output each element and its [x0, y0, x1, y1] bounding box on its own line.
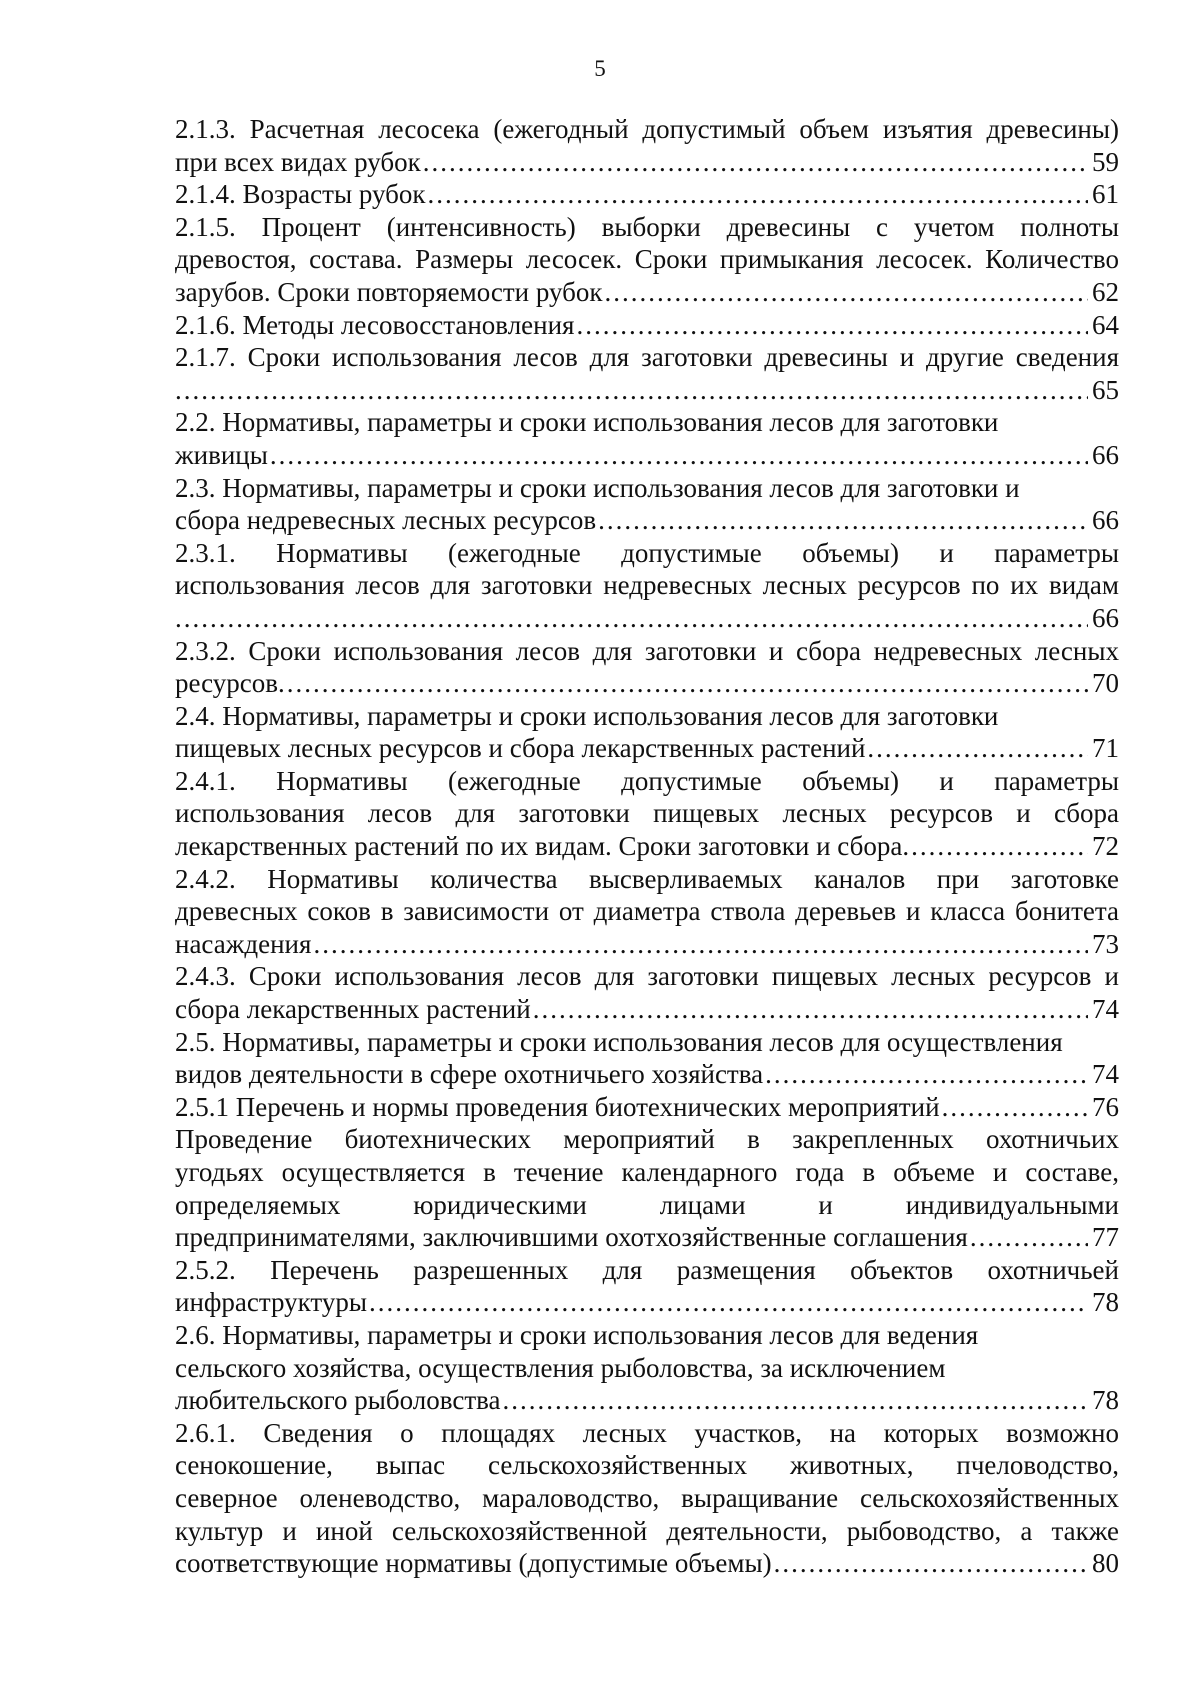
toc-entry-line: 2.1.3. Расчетная лесосека (ежегодный допустимый объем изъятия древесины): [175, 114, 1119, 144]
toc-entry-title-end: видов деятельности в сфере охотничьего хозяйства: [175, 1059, 764, 1090]
toc-leader-line: [175, 309, 1119, 342]
toc-entry[interactable]: [175, 863, 1119, 961]
dot-leader: [175, 602, 1088, 635]
toc-entry-title-end: при всех видах рубок: [175, 146, 421, 177]
toc-leader-line: [175, 1091, 1119, 1124]
toc-leader-line: [175, 374, 1119, 407]
toc-page-number: 65: [1092, 374, 1119, 405]
toc-entry[interactable]: [175, 178, 1119, 211]
toc-leader-line: [175, 993, 1119, 1026]
toc-leader-line: [175, 504, 1119, 537]
dot-leader: [287, 667, 1088, 700]
toc-entry-title-end: живицы: [175, 439, 268, 470]
toc-entry-line: 2.4.1. Нормативы (ежегодные допустимые объемы) и параметры: [175, 765, 1119, 796]
toc-entry-title-end: инфраструктуры: [175, 1287, 367, 1318]
toc-entry-title-end: насаждения: [175, 928, 312, 959]
toc-entry-title-end: 2.1.6. Методы лесовосстановления: [175, 309, 575, 340]
dot-leader: [175, 374, 1088, 407]
toc-entry-line: 2.6. Нормативы, параметры и сроки использования лесов для ведения: [175, 1319, 979, 1350]
toc-leader-line: [175, 276, 1119, 309]
toc-page-number: 73: [1092, 928, 1119, 959]
toc-entry-title-end: любительского рыболовства: [175, 1385, 501, 1416]
toc-entry-title-end: зарубов. Сроки повторяемости рубок: [175, 276, 603, 307]
toc-entry-title-end: лекарственных растений по их видам. Сроки заготовки и сбора.: [175, 831, 910, 862]
toc-entry[interactable]: [175, 1091, 1119, 1124]
toc-leader-line: [175, 830, 1119, 863]
toc-page-number: 66: [1092, 505, 1119, 536]
toc-entry-title-end: предпринимателями, заключившими охотхозяйственные соглашения: [175, 1222, 968, 1253]
dot-leader: [369, 1286, 1088, 1319]
table-of-contents: [175, 113, 1119, 1580]
dot-leader: [605, 276, 1088, 309]
toc-entry-title-end: 2.1.4. Возрасты рубок: [175, 179, 426, 210]
toc-entry[interactable]: [175, 472, 1119, 537]
toc-entry-line: 2.5. Нормативы, параметры и сроки использования лесов для осуществления: [175, 1026, 1063, 1057]
toc-leader-line: [175, 1384, 1119, 1417]
toc-entry-line: 2.1.7. Сроки использования лесов для заготовки древесины и другие сведения: [175, 342, 1119, 373]
toc-entry[interactable]: [175, 765, 1119, 863]
toc-entry-line: сенокошение, выпас сельскохозяйственных животных, пчеловодство,: [175, 1450, 1119, 1481]
dot-leader: [867, 732, 1088, 765]
toc-page-number: 66: [1092, 602, 1119, 633]
toc-leader-line: [175, 1221, 1119, 1254]
toc-entry-title-end: пищевых лесных ресурсов и сбора лекарственных растений: [175, 733, 866, 764]
toc-page-number: 74: [1092, 994, 1119, 1025]
toc-leader-line: [175, 1547, 1119, 1580]
toc-entry-line: 2.4. Нормативы, параметры и сроки использования лесов для заготовки: [175, 700, 999, 731]
toc-page-number: 78: [1092, 1287, 1119, 1318]
toc-entry[interactable]: [175, 309, 1119, 342]
toc-leader-line: [175, 732, 1119, 765]
toc-leader-line: [175, 1286, 1119, 1319]
toc-entry-line: 2.4.3. Сроки использования лесов для заготовки пищевых лесных ресурсов и: [175, 961, 1119, 992]
toc-entry[interactable]: [175, 700, 1119, 765]
dot-leader: [423, 146, 1088, 179]
toc-entry-title-end: сбора недревесных лесных ресурсов: [175, 505, 597, 536]
dot-leader: [942, 1091, 1088, 1124]
toc-page-number: 74: [1092, 1059, 1119, 1090]
toc-entry[interactable]: [175, 1417, 1119, 1580]
toc-page-number: 78: [1092, 1385, 1119, 1416]
toc-entry[interactable]: [175, 635, 1119, 700]
toc-entry-line: древостоя, состава. Размеры лесосек. Сроки примыкания лесосек. Количество: [175, 244, 1119, 275]
toc-leader-line: [175, 928, 1119, 961]
toc-entry-title-end: 2.5.1 Перечень и нормы проведения биотехнических мероприятий: [175, 1091, 940, 1122]
toc-entry[interactable]: [175, 113, 1119, 178]
toc-entry-line: 2.2. Нормативы, параметры и сроки использования лесов для заготовки: [175, 407, 999, 438]
toc-entry-line: 2.6.1. Сведения о площадях лесных участков, на которых возможно: [175, 1417, 1119, 1448]
toc-page-number: 77: [1092, 1222, 1119, 1253]
toc-entry[interactable]: [175, 406, 1119, 471]
toc-entry-line: 2.5.2. Перечень разрешенных для размещения объектов охотничьей: [175, 1254, 1119, 1285]
toc-entry-line: Проведение биотехнических мероприятий в закрепленных охотничьих: [175, 1124, 1119, 1155]
toc-leader-line: [175, 146, 1119, 179]
toc-entry-title-end: сбора лекарственных растений: [175, 994, 531, 1025]
toc-entry-line: древесных соков в зависимости от диаметра ствола деревьев и класса бонитета: [175, 896, 1119, 927]
toc-page-number: 66: [1092, 439, 1119, 470]
dot-leader: [774, 1547, 1088, 1580]
toc-entry-line: использования лесов для заготовки пищевых лесных ресурсов и сбора: [175, 798, 1119, 829]
toc-entry[interactable]: [175, 1254, 1119, 1319]
dot-leader: [533, 993, 1088, 1026]
dot-leader: [576, 309, 1088, 342]
dot-leader: [765, 1058, 1088, 1091]
toc-leader-line: [175, 602, 1119, 635]
toc-entry-title-end: соответствующие нормативы (допустимые объемы): [175, 1548, 772, 1579]
toc-leader-line: [175, 178, 1119, 211]
dot-leader: [911, 830, 1088, 863]
toc-leader-line: [175, 1058, 1119, 1091]
toc-page-number: 80: [1092, 1548, 1119, 1579]
toc-entry[interactable]: [175, 1026, 1119, 1091]
toc-entry-title-end: ресурсов.: [175, 668, 285, 699]
toc-entry-line: 2.1.5. Процент (интенсивность) выборки древесины с учетом полноты: [175, 211, 1119, 242]
toc-page-number: 71: [1092, 733, 1119, 764]
toc-entry-line: использования лесов для заготовки недревесных лесных ресурсов по их видам: [175, 570, 1119, 601]
toc-entry-line: северное оленеводство, мараловодство, выращивание сельскохозяйственных: [175, 1482, 1119, 1513]
toc-page-number: 59: [1092, 146, 1119, 177]
dot-leader: [427, 178, 1088, 211]
toc-entry-line: 2.3.2. Сроки использования лесов для заготовки и сбора недревесных лесных: [175, 635, 1119, 666]
toc-page-number: 70: [1092, 668, 1119, 699]
page-number: 5: [594, 56, 606, 81]
toc-entry-line: определяемых юридическими лицами и индивидуальными: [175, 1189, 1119, 1220]
toc-page-number: 64: [1092, 309, 1119, 340]
toc-entry-line: 2.3. Нормативы, параметры и сроки использования лесов для заготовки и: [175, 472, 1020, 503]
dot-leader: [598, 504, 1088, 537]
toc-entry[interactable]: [175, 211, 1119, 309]
toc-entry-line: угодьях осуществляется в течение календарного года в объеме и составе,: [175, 1157, 1119, 1187]
toc-entry[interactable]: [175, 1123, 1119, 1253]
toc-page-number: 62: [1092, 276, 1119, 307]
toc-entry[interactable]: [175, 1319, 1119, 1417]
dot-leader: [503, 1384, 1088, 1417]
dot-leader: [270, 439, 1088, 472]
toc-entry[interactable]: [175, 960, 1119, 1025]
toc-leader-line: [175, 667, 1119, 700]
toc-leader-line: [175, 439, 1119, 472]
toc-entry-line: культур и иной сельскохозяйственной деятельности, рыбоводство, а также: [175, 1515, 1119, 1546]
toc-entry-line: сельского хозяйства, осуществления рыболовства, за исключением: [175, 1352, 946, 1383]
toc-page-number: 61: [1092, 179, 1119, 210]
toc-entry-line: 2.4.2. Нормативы количества высверливаемых каналов при заготовке: [175, 863, 1119, 894]
dot-leader: [313, 928, 1088, 961]
dot-leader: [970, 1221, 1088, 1254]
toc-entry[interactable]: [175, 537, 1119, 635]
toc-entry-line: 2.3.1. Нормативы (ежегодные допустимые объемы) и параметры: [175, 537, 1119, 568]
toc-page-number: 72: [1092, 831, 1119, 862]
toc-page-number: 76: [1092, 1091, 1119, 1122]
toc-entry[interactable]: [175, 341, 1119, 406]
